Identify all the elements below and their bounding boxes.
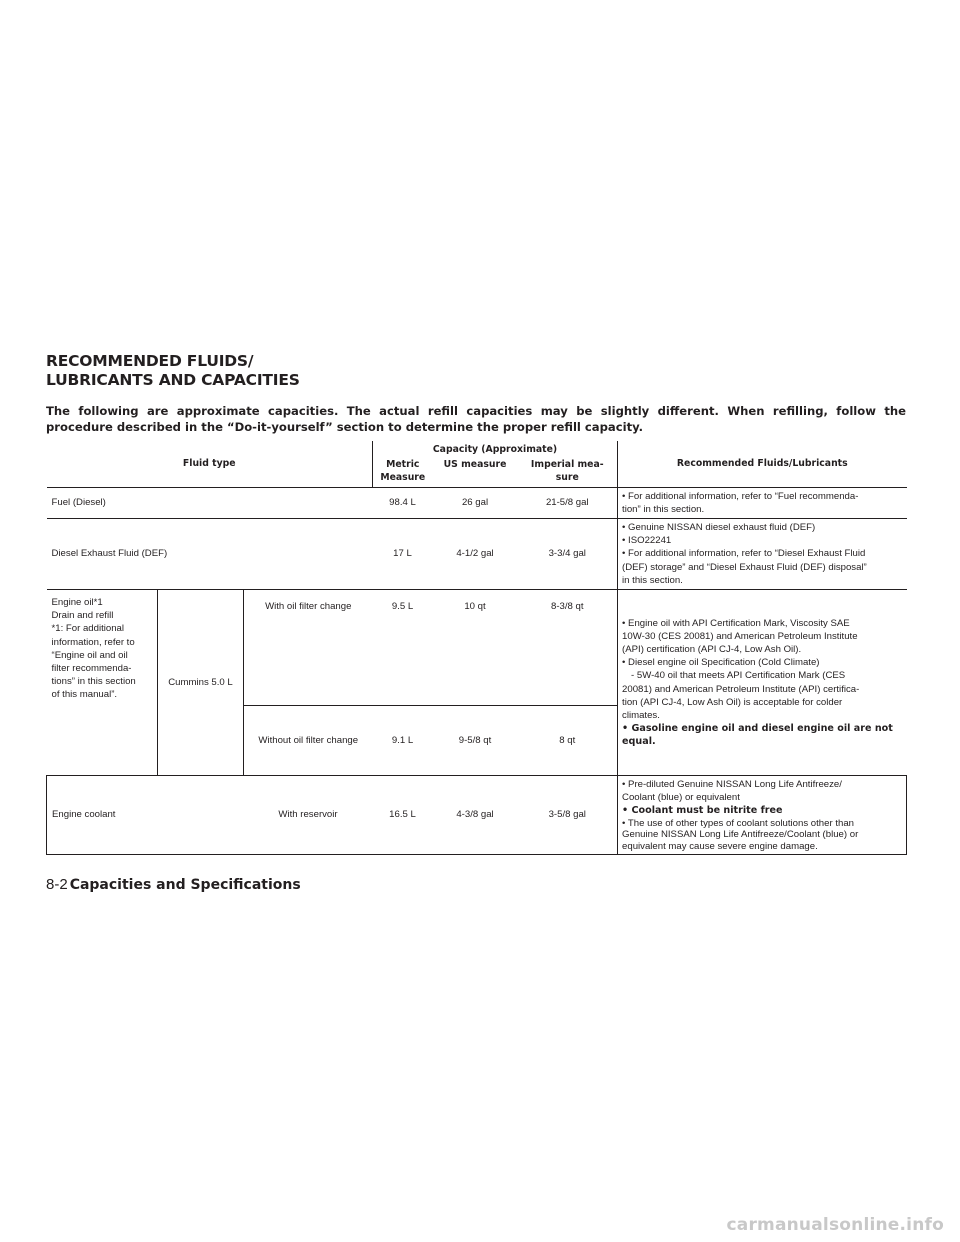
def-rec-line: • Genuine NISSAN diesel exhaust fluid (DEF) (622, 522, 816, 534)
coolant-metric: 16.5 L (373, 776, 433, 855)
fuel-name: Fuel (Diesel) (47, 487, 373, 518)
fuel-us: 26 gal (433, 487, 518, 518)
coolant-rec-line: • The use of other types of coolant solutions other than (622, 817, 855, 829)
oil-rec-line: 10W-30 (CES 20081) and American Petroleum Institute (622, 630, 858, 642)
page-number: 8-2 (46, 876, 68, 893)
oil-without-filter-imperial: 8 qt (518, 706, 618, 776)
header-us: US measure (443, 459, 507, 471)
oil-rec-warning: • Gasoline engine oil and diesel engine oil are not (622, 723, 893, 735)
coolant-rec-line: • Pre-diluted Genuine NISSAN Long Life Antifreeze/ (622, 779, 842, 791)
section-title-line-1: RECOMMENDED FLUIDS/ (46, 352, 254, 370)
section-title-line-2: LUBRICANTS AND CAPACITIES (46, 371, 300, 389)
oil-with-filter-imperial: 8-3/8 qt (518, 590, 618, 706)
fuel-recommended (618, 487, 907, 518)
oil-rec-warning: equal. (622, 736, 656, 748)
coolant-imperial: 3-5/8 gal (518, 776, 618, 855)
coolant-name: Engine coolant (47, 776, 244, 855)
def-rec-line: • For additional information, refer to “Diesel Exhaust Fluid (622, 548, 866, 560)
fuel-metric: 98.4 L (373, 487, 433, 518)
oil-name-line: information, refer to (51, 636, 135, 648)
oil-rec-line: • Diesel engine oil Specification (Cold Climate) (622, 657, 820, 669)
def-name: Diesel Exhaust Fluid (DEF) (47, 519, 373, 590)
header-recommended: Recommended Fluids/Lubricants (618, 441, 907, 487)
def-rec-line: in this section. (622, 574, 683, 586)
coolant-rec-line: Coolant (blue) or equivalent (622, 792, 740, 804)
oil-with-filter-label: With oil filter change (244, 590, 373, 706)
header-capacity: Capacity (Approximate) (373, 441, 618, 458)
def-us: 4-1/2 gal (433, 519, 518, 590)
oil-name-line: filter recommenda- (51, 663, 132, 675)
intro-paragraph: The following are approximate capacities. The actual refill capacities may be slightly different. When refilling, follow the procedure described in the “Do-it-yourself” section to determine the proper refill capacity. (46, 404, 906, 434)
coolant-us: 4-3/8 gal (433, 776, 518, 855)
oil-without-filter-metric: 9.1 L (373, 706, 433, 776)
oil-engine: Cummins 5.0 L (158, 590, 244, 776)
fuel-rec-line: • For additional information, refer to “Fuel recommenda- (622, 490, 859, 502)
header-metric: Metric Measure (373, 458, 433, 487)
oil-name-line: tions” in this section (51, 676, 136, 688)
page-footer (46, 876, 301, 894)
chapter-title: Capacities and Specifications (69, 877, 301, 893)
coolant-reservoir: With reservoir (244, 776, 373, 855)
oil-with-filter-metric: 9.5 L (373, 590, 433, 706)
fuel-rec-line: tion” in this section. (622, 503, 705, 515)
oil-name-line: Drain and refill (51, 610, 114, 622)
fuel-imperial: 21-5/8 gal (518, 487, 618, 518)
coolant-rec-line: equivalent may cause severe engine damage. (622, 840, 818, 852)
def-rec-line: (DEF) storage” and “Diesel Exhaust Fluid (DEF) disposal” (622, 561, 867, 573)
coolant-rec-line: Genuine NISSAN Long Life Antifreeze/Coolant (blue) or (622, 829, 859, 841)
coolant-recommended (618, 776, 907, 855)
def-imperial: 3-3/4 gal (518, 519, 618, 590)
oil-name-line: *1: For additional (51, 623, 125, 635)
header-fluid-type: Fluid type (182, 458, 236, 470)
table-row-def (47, 519, 907, 590)
oil-name-line: of this manual”. (51, 689, 118, 701)
oil-without-filter-label: Without oil filter change (244, 706, 373, 776)
watermark: carmanualsonline.info (726, 1215, 944, 1235)
oil-rec-line: • Engine oil with API Certification Mark, Viscosity SAE (622, 617, 850, 629)
def-metric: 17 L (373, 519, 433, 590)
header-imperial: Imperial mea- sure (530, 459, 604, 484)
section-title (46, 352, 300, 390)
oil-rec-line: 20081) and American Petroleum Institute (API) certifica- (622, 683, 860, 695)
oil-rec-line: (API) certification (API CJ-4, Low Ash Oil). (622, 643, 802, 655)
table-row-oil-with-filter (47, 590, 907, 706)
oil-without-filter-us: 9-5/8 qt (433, 706, 518, 776)
oil-rec-indent-line: - 5W-40 oil that meets API Certification Mark (CES (631, 670, 846, 682)
table-header-row (47, 441, 907, 458)
oil-recommended (618, 590, 907, 776)
oil-rec-line: climates. (622, 709, 660, 721)
coolant-rec-warning: • Coolant must be nitrite free (622, 805, 783, 817)
table-row-coolant (47, 776, 907, 855)
oil-with-filter-us: 10 qt (433, 590, 518, 706)
oil-name (47, 590, 158, 776)
oil-rec-line: tion (API CJ-4, Low Ash Oil) is acceptable for colder (622, 696, 843, 708)
fluids-capacity-table (46, 441, 907, 855)
def-recommended (618, 519, 907, 590)
table-row-fuel (47, 487, 907, 518)
oil-name-line: “Engine oil and oil (51, 649, 128, 661)
def-rec-line: • ISO22241 (622, 535, 672, 547)
oil-name-line: Engine oil*1 (51, 597, 103, 609)
